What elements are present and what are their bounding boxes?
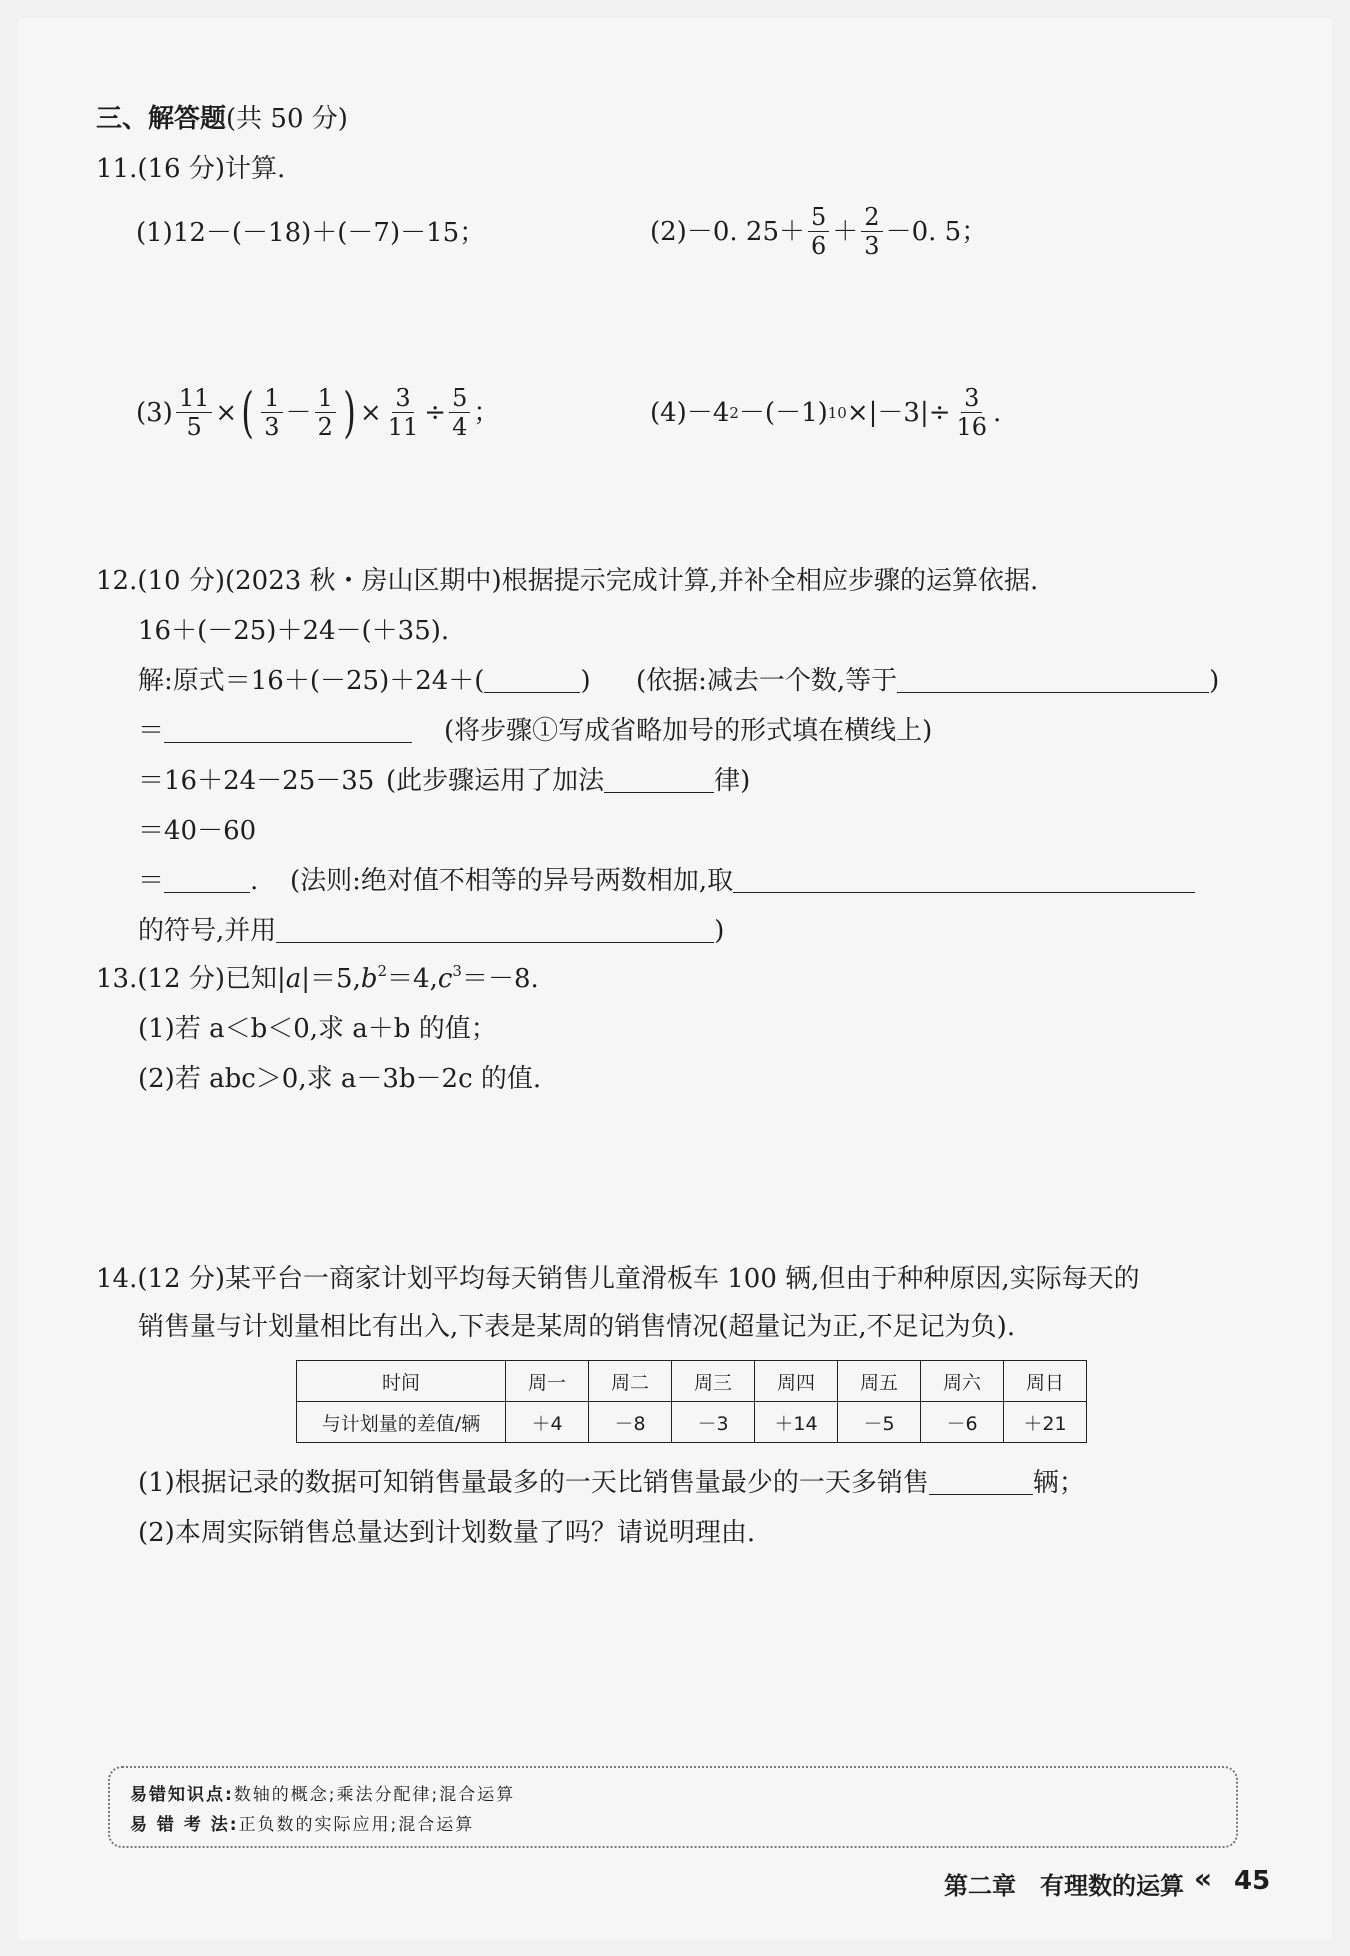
q12-line5-rule xyxy=(290,864,1195,898)
chapter-label: 第二章 xyxy=(944,1872,1016,1900)
numerator: 1 xyxy=(261,384,282,413)
error-tips-box xyxy=(108,1766,1238,1848)
fraction xyxy=(176,384,213,441)
plus-sign: ＋ xyxy=(832,216,859,247)
q11-part3-prefix: (3) xyxy=(136,397,173,428)
equals-sign: ＝ xyxy=(138,866,165,896)
exponent: 3 xyxy=(452,962,462,980)
sales-table xyxy=(296,1360,1087,1443)
q11-part2 xyxy=(650,203,987,260)
times-sign: × xyxy=(359,397,382,428)
numerator: 3 xyxy=(961,384,982,413)
error-tip-knowledge xyxy=(130,1780,515,1805)
table-header-row xyxy=(297,1361,1087,1402)
table-header-cell: 周四 xyxy=(755,1361,838,1402)
q11-part4-rest: ×|－3|÷ xyxy=(846,397,951,428)
q12-line2-note: (将步骤①写成省略加号的形式填在横线上) xyxy=(444,716,933,746)
q12-rule-continued: 的符号,并用 xyxy=(138,916,277,946)
period: . xyxy=(250,866,259,896)
q12-line2 xyxy=(138,714,412,748)
q11-part3-suffix: ； xyxy=(473,397,500,428)
table-cell: －5 xyxy=(838,1402,921,1443)
denominator: 6 xyxy=(811,232,827,260)
q12-line1 xyxy=(138,664,591,698)
chapter-title: 有理数的运算 xyxy=(1040,1872,1184,1900)
q12-line1-reason xyxy=(636,664,1219,698)
denominator: 3 xyxy=(264,413,280,441)
q12-line3: ＝16＋24－25－35 xyxy=(138,766,375,796)
page-number: 45 xyxy=(1234,1866,1271,1896)
q11-part3 xyxy=(136,380,500,444)
table-header-cell: 周五 xyxy=(838,1361,921,1402)
q12-rule-text: (法则:绝对值不相等的异号两数相加,取 xyxy=(290,866,734,896)
q14-part1-unit: 辆； xyxy=(1032,1468,1085,1498)
minus-sign: － xyxy=(285,397,312,428)
close-paren: ) xyxy=(714,916,725,946)
error-tip-methods xyxy=(130,1810,474,1835)
numerator: 3 xyxy=(392,384,413,413)
q11-part4-prefix: (4)－4 xyxy=(650,397,730,428)
fraction xyxy=(954,384,991,441)
q12-heading: 12.(10 分)(2023 秋・房山区期中)根据提示完成计算,并补全相应步骤的运算依据. xyxy=(96,566,1039,596)
q13-cond3: ＝－8. xyxy=(461,964,539,994)
numerator: 5 xyxy=(808,203,829,232)
q14-line1: 14.(12 分)某平台一商家计划平均每天销售儿童滑板车 100 辆,但由于种种原因,实际每天的 xyxy=(96,1264,1140,1294)
table-header-cell: 周日 xyxy=(1004,1361,1087,1402)
q12-line4: ＝40－60 xyxy=(138,816,257,846)
var-b: b xyxy=(360,964,378,994)
q11-part2-suffix: －0. 5； xyxy=(885,216,988,247)
exponent: 2 xyxy=(377,962,388,980)
q12-line3-note xyxy=(386,764,750,798)
q13-cond2: ＝4, xyxy=(387,964,438,994)
table-header-cell: 周六 xyxy=(921,1361,1004,1402)
denominator: 3 xyxy=(864,232,880,260)
answer-blank[interactable] xyxy=(164,866,250,893)
right-paren: ) xyxy=(343,380,356,444)
numerator: 5 xyxy=(449,384,470,413)
answer-blank[interactable] xyxy=(276,916,714,943)
section-heading xyxy=(96,102,348,136)
var-c: c xyxy=(437,964,453,994)
numerator: 1 xyxy=(315,384,336,413)
table-header-cell: 时间 xyxy=(297,1361,506,1402)
table-cell: ＋21 xyxy=(1004,1402,1087,1443)
table-row-label: 与计划量的差值/辆 xyxy=(297,1402,506,1443)
numerator: 11 xyxy=(176,384,213,413)
period: . xyxy=(993,397,1002,428)
table-cell: ＋14 xyxy=(755,1402,838,1443)
answer-blank[interactable] xyxy=(929,1468,1033,1495)
section-score: (共 50 分) xyxy=(226,104,348,134)
fraction xyxy=(861,203,882,260)
table-header-cell: 周三 xyxy=(672,1361,755,1402)
q13-intro: 13.(12 分)已知| xyxy=(96,964,286,994)
double-chevron-icon: « xyxy=(1194,1862,1213,1895)
table-cell: －6 xyxy=(921,1402,1004,1443)
q12-expression: 16＋(－25)＋24－(＋35). xyxy=(138,616,450,646)
q12-line5 xyxy=(138,864,258,898)
q11-part4: (4)－4 2 －(－1) 10 ×|－3|÷ $\frac{3}{16}$ . xyxy=(650,384,1002,441)
answer-blank[interactable] xyxy=(733,866,1195,893)
tip-label: 易 错 考 法: xyxy=(130,1815,239,1835)
q13-part2: (2)若 abc＞0,求 a－3b－2c 的值. xyxy=(138,1064,542,1094)
table-header-cell: 周一 xyxy=(506,1361,589,1402)
tip-label: 易错知识点: xyxy=(130,1785,234,1805)
table-cell: －3 xyxy=(672,1402,755,1443)
answer-blank[interactable] xyxy=(604,766,714,793)
q13-part1: (1)若 a＜b＜0,求 a＋b 的值； xyxy=(138,1014,497,1044)
denominator: 4 xyxy=(452,413,468,441)
table-row xyxy=(297,1402,1087,1443)
answer-blank[interactable] xyxy=(164,716,412,743)
fraction xyxy=(261,384,282,441)
fraction xyxy=(808,203,829,260)
q13-heading xyxy=(96,962,539,996)
fraction xyxy=(449,384,470,441)
section-title: 三、解答题 xyxy=(96,104,227,134)
answer-blank[interactable] xyxy=(897,666,1209,693)
table-cell: ＋4 xyxy=(506,1402,589,1443)
q14-part1 xyxy=(138,1466,1085,1500)
equals-sign: ＝ xyxy=(138,716,165,746)
var-a: a xyxy=(285,964,302,994)
close-paren: ) xyxy=(580,666,591,696)
q12-line6 xyxy=(138,914,724,948)
denominator: 16 xyxy=(956,413,988,441)
q11-part4-middle: －(－1) xyxy=(738,397,828,428)
fraction xyxy=(315,384,336,441)
divide-sign: ÷ xyxy=(424,397,447,428)
numerator: 2 xyxy=(861,203,882,232)
close-paren: ) xyxy=(1209,666,1220,696)
denominator: 2 xyxy=(317,413,333,441)
q13-cond1: |＝5, xyxy=(301,964,361,994)
table-header-cell: 周二 xyxy=(589,1361,672,1402)
q12-law-label: (此步骤运用了加法 xyxy=(386,766,605,796)
table-cell: －8 xyxy=(589,1402,672,1443)
q14-part1-text: (1)根据记录的数据可知销售量最多的一天比销售量最少的一天多销售 xyxy=(138,1468,929,1498)
denominator: 11 xyxy=(387,413,419,441)
q11-part1: (1)12－(－18)＋(－7)－15； xyxy=(136,218,486,248)
tip-value: 数轴的概念;乘法分配律;混合运算 xyxy=(233,1785,516,1805)
times-sign: × xyxy=(215,397,238,428)
q14-line2: 销售量与计划量相比有出入,下表是某周的销售情况(超量记为正,不足记为负). xyxy=(138,1312,1016,1342)
q12-reason1: (依据:减去一个数,等于 xyxy=(636,666,898,696)
denominator: 5 xyxy=(186,413,202,441)
q11-heading: 11.(16 分)计算. xyxy=(96,154,286,184)
tip-value: 正负数的实际应用;混合运算 xyxy=(238,1815,475,1835)
q11-part2-prefix: (2)－0. 25＋ xyxy=(650,216,805,247)
q12-step1: 解:原式＝16＋(－25)＋24＋( xyxy=(138,666,485,696)
left-paren: ( xyxy=(241,380,255,444)
fraction xyxy=(385,384,422,441)
answer-blank[interactable] xyxy=(484,666,580,693)
q14-part2: (2)本周实际销售总量达到计划数量了吗？请说明理由. xyxy=(138,1518,756,1548)
q12-law-suffix: 律) xyxy=(714,766,751,796)
